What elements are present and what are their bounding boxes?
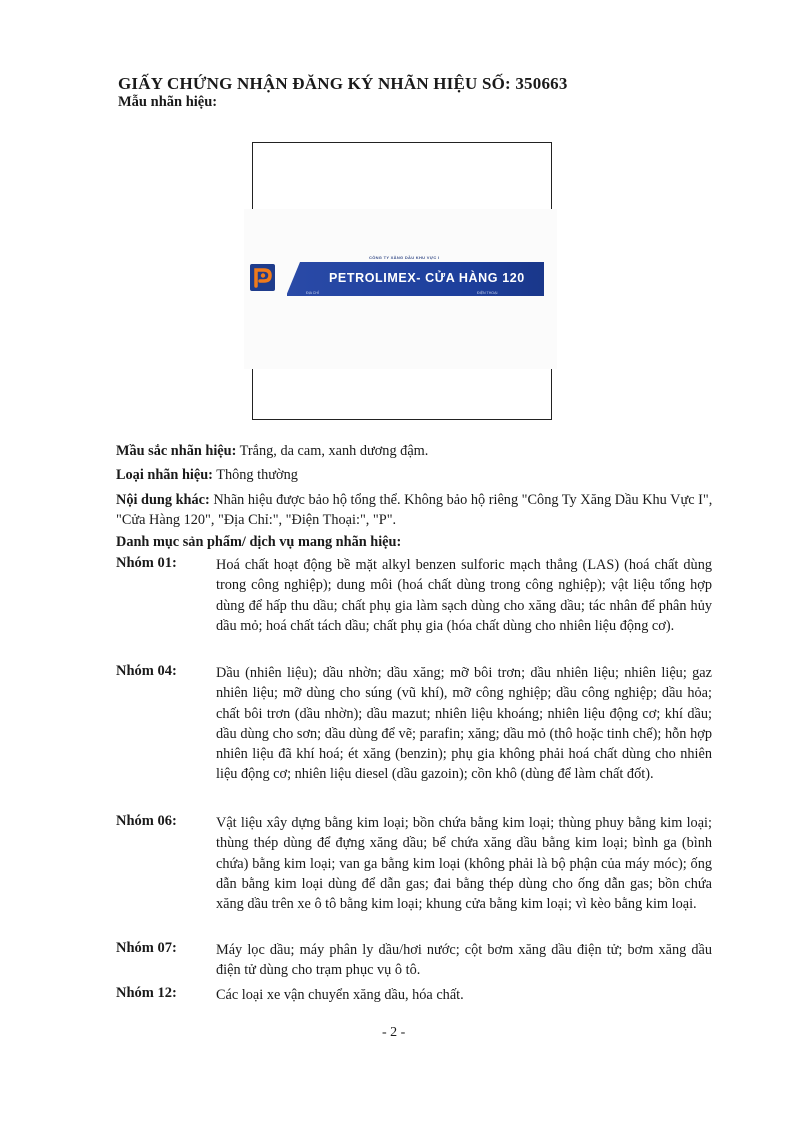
other-value: Nhãn hiệu được bảo hộ tổng thể. Không bảo hộ riêng "Công Ty Xăng Dầu Khu Vực I", "Cửa Hàng 120", "Địa Chỉ:", "Điện Thoại:", "P". — [116, 492, 713, 528]
type-line — [116, 466, 716, 484]
group-12-text: Các loại xe vận chuyển xăng dầu, hóa chất. — [216, 987, 464, 1003]
sample-label: Mẫu nhãn hiệu: — [118, 94, 218, 110]
group-07-text: Máy lọc dầu; máy phân ly dầu/hơi nước; cột bơm xăng dầu điện tử; bơm xăng dầu điện tử dùng cho trạm phục vụ ô tô. — [216, 942, 712, 979]
brand-banner — [287, 262, 544, 296]
type-label: Loại nhãn hiệu: — [116, 467, 213, 483]
group-07-label: Nhóm 07: — [116, 940, 177, 956]
company-caption: CÔNG TY XĂNG DẦU KHU VỰC I — [369, 255, 440, 260]
trademark-sample — [244, 209, 557, 369]
group-01-label: Nhóm 01: — [116, 555, 177, 571]
brand-name: PETROLIMEX- CỬA HÀNG 120 — [329, 271, 525, 285]
color-label: Mầu sắc nhãn hiệu: — [116, 443, 237, 459]
group-04-text: Dầu (nhiên liệu); dầu nhờn; dầu xăng; mỡ bôi trơn; dầu nhiên liệu; nhiên liệu; gaz nhiên liệu; mỡ dùng cho súng (vũ khí), mỡ công nghiệp; dầu công nghiệp; dầu hỏa; chất bôi trơn (dầu nhờn); dầu mazut; nhiên liệu khoáng; nhiên liệu động cơ; khí dầu; dầu dùng cho sơn; dầu dùng để vẽ; parafin; xăng; dầu mỏ (thô hoặc tinh chế); hỗn hợp nhiên liệu đã khí hoá; ét xăng (benzin); phụ gia không phải hoá chất dùng cho nhiên liệu động cơ; nhiên liệu diesel (dầu gazoin); cồn khô (dùng để làm chất đốt). — [216, 665, 712, 783]
group-06-text: Vật liệu xây dựng bằng kim loại; bồn chứa bằng kim loại; thùng phuy bằng kim loại; thùng thép dùng để đựng xăng dầu; bể chứa xăng dầu bằng kim loại; bình ga (bình chứa) bằng kim loại; van ga bằng kim loại (không phải là bộ phận của máy móc); ống dẫn bằng kim loại dùng để dẫn gas; đai bằng thép dùng cho ống dẫn gas; bồn chứa xăng dầu trên xe ô tô bằng kim loại; khung cửa bằng kim loại; vì kèo bằng kim loại. — [216, 815, 712, 913]
petrolimex-logo-icon — [250, 264, 275, 291]
page-title: GIẤY CHỨNG NHẬN ĐĂNG KÝ NHÃN HIỆU SỐ: 350663 — [118, 74, 568, 93]
color-line — [116, 442, 716, 460]
other-label: Nội dung khác: — [116, 492, 210, 508]
group-06-label: Nhóm 06: — [116, 813, 177, 829]
color-value: Trắng, da cam, xanh dương đậm. — [236, 443, 429, 459]
other-line — [116, 490, 716, 530]
group-12-label: Nhóm 12: — [116, 985, 177, 1001]
type-value: Thông thường — [212, 467, 298, 483]
list-heading: Danh mục sản phẩm/ dịch vụ mang nhãn hiệu: — [116, 534, 402, 550]
address-label: ĐỊA CHỈ — [306, 291, 319, 295]
group-04-label: Nhóm 04: — [116, 663, 177, 679]
group-01-text: Hoá chất hoạt động bề mặt alkyl benzen sulforic mạch thẳng (LAS) (hoá chất dùng trong công nghiệp); dung môi (hoá chất dùng trong công nghiệp); vật liệu tổng hợp dùng để hấp thu dầu; chất phụ gia làm sạch dùng cho xăng dầu; tác nhân để phân hủy dầu mỏ; hoá chất tách dầu; chất phụ gia (hóa chất dùng cho nhiên liệu động cơ). — [216, 557, 712, 634]
phone-label: ĐIỆN THOẠI — [477, 291, 498, 295]
page-number: - 2 - — [382, 1025, 406, 1040]
